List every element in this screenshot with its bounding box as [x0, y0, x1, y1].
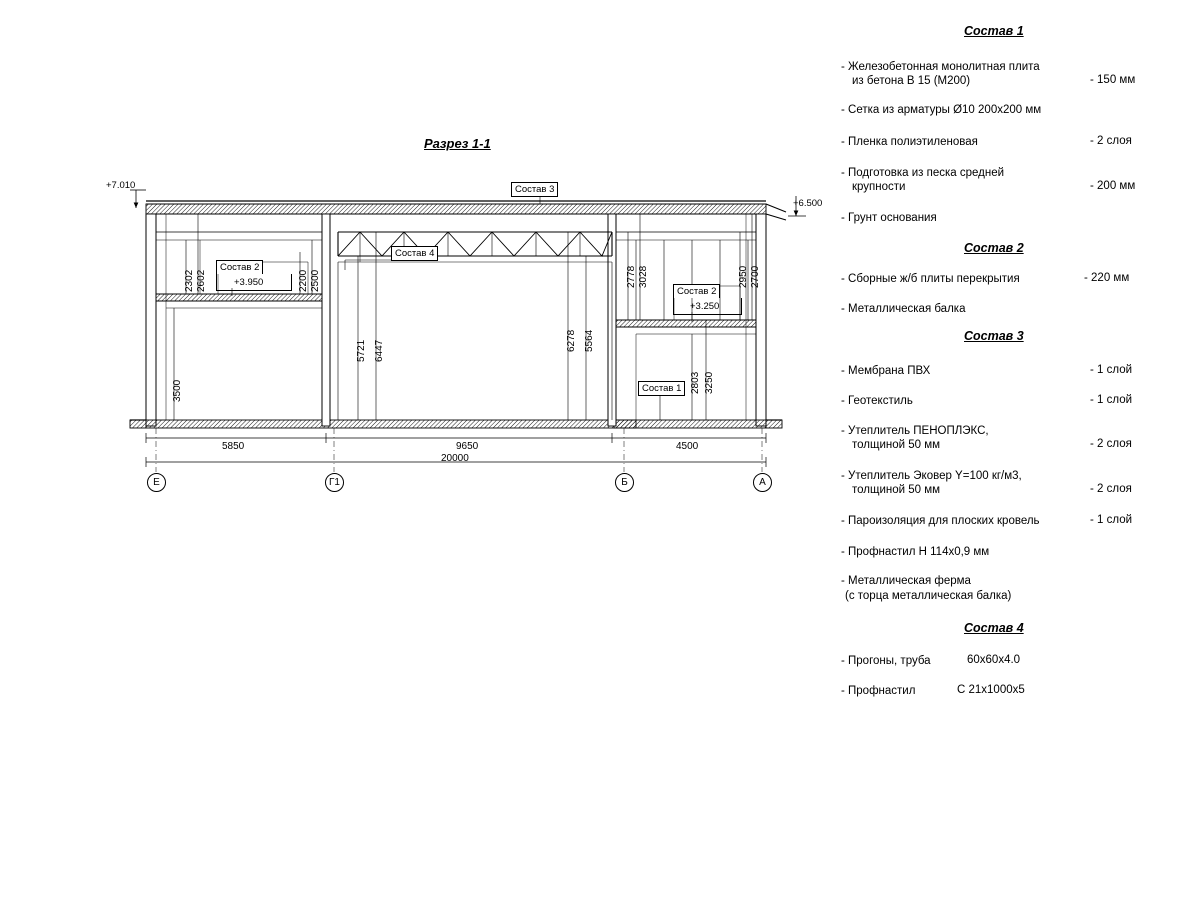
dim-2803: 2803: [690, 371, 701, 394]
spec-item-text: - Сетка из арматуры Ø10 200х200 мм: [841, 104, 1042, 116]
spec-item-text2: из бетона В 15 (М200): [852, 75, 971, 87]
spec-item-text: - Прогоны, труба: [841, 655, 931, 667]
spec-item-text: - Утеплитель Эковер Y=100 кг/м3,: [841, 470, 1022, 482]
axis-marker-a: А: [753, 473, 772, 492]
spec-item-value: 60х60х4.0: [967, 654, 1021, 666]
spec-item-text2: толщиной 50 мм: [852, 484, 941, 496]
spec-item-value: - 1 слой: [1090, 364, 1133, 376]
spec-item-text: - Пароизоляция для плоских кровель: [841, 515, 1040, 527]
level-sostav2-left: +3.950: [234, 277, 264, 288]
spec-item-value: - 200 мм: [1090, 180, 1136, 192]
spec-item-text: - Мембрана ПВХ: [841, 365, 931, 377]
dim-5721: 5721: [356, 339, 367, 362]
dim-3500: 3500: [172, 379, 183, 402]
spec-title-sostav1: Состав 1: [964, 24, 1024, 38]
dim-3250: 3250: [704, 371, 715, 394]
dim-6447: 6447: [374, 339, 385, 362]
spec-title-sostav2: Состав 2: [964, 241, 1024, 255]
dim-3028: 3028: [638, 265, 649, 288]
dim-2200: 2200: [298, 269, 309, 292]
dim-2602: 2602: [196, 269, 207, 292]
section-title: Разрез 1-1: [424, 136, 491, 151]
callout-sostav2-left: Состав 2: [216, 260, 263, 274]
spec-item-text: - Утеплитель ПЕНОПЛЭКС,: [841, 425, 989, 437]
dim-2778: 2778: [626, 265, 637, 288]
spec-item-text: - Металлическая балка: [841, 303, 966, 315]
spec-item-text: - Сборные ж/б плиты перекрытия: [841, 273, 1020, 285]
spec-item-text: - Геотекстиль: [841, 395, 913, 407]
spec-title-sostav3: Состав 3: [964, 329, 1024, 343]
dim-2950: 2950: [738, 265, 749, 288]
dim-6278: 6278: [566, 329, 577, 352]
dim-5564: 5564: [584, 329, 595, 352]
callout-sostav2-left-box: [216, 274, 292, 291]
dim-9650: 9650: [456, 441, 479, 452]
dim-total-20000: 20000: [441, 453, 469, 464]
spec-item-value: - 2 слоя: [1090, 483, 1132, 495]
dim-2500: 2500: [310, 269, 321, 292]
axis-marker-e: Е: [147, 473, 166, 492]
level-left-top: +7.010: [106, 180, 136, 191]
spec-item-text: - Подготовка из песка средней: [841, 167, 1005, 179]
spec-item-value: - 1 слой: [1090, 394, 1133, 406]
spec-item-value: - 220 мм: [1084, 272, 1130, 284]
spec-item-text2: (с торца металлическая балка): [845, 590, 1012, 602]
callout-sostav3: Состав 3: [511, 182, 558, 197]
level-right-top: +6.500: [793, 198, 823, 209]
spec-item-text: - Пленка полиэтиленовая: [841, 136, 978, 148]
level-sostav2-right: +3.250: [690, 301, 720, 312]
spec-item-text: - Профнастил Н 114х0,9 мм: [841, 546, 990, 558]
spec-item-value: - 2 слоя: [1090, 438, 1132, 450]
dim-4500: 4500: [676, 441, 699, 452]
spec-item-text: - Железобетонная монолитная плита: [841, 61, 1040, 73]
dim-2700: 2700: [750, 265, 761, 288]
callout-sostav4: Состав 4: [391, 246, 438, 261]
callout-sostav2-right-box: [673, 298, 742, 315]
dim-2302: 2302: [184, 269, 195, 292]
callout-sostav2-right: Состав 2: [673, 284, 720, 298]
spec-item-value: - 1 слой: [1090, 514, 1133, 526]
spec-item-value: С 21х1000х5: [957, 684, 1025, 696]
axis-marker-b: Б: [615, 473, 634, 492]
spec-title-sostav4: Состав 4: [964, 621, 1024, 635]
spec-item-text2: толщиной 50 мм: [852, 439, 941, 451]
spec-item-text: - Металлическая ферма: [841, 575, 971, 587]
spec-item-text2: крупности: [852, 181, 906, 193]
axis-marker-g1: Г1: [325, 473, 344, 492]
callout-sostav1: Состав 1: [638, 381, 685, 396]
dim-5850: 5850: [222, 441, 245, 452]
spec-item-value: - 2 слоя: [1090, 135, 1132, 147]
spec-item-text: - Грунт основания: [841, 212, 937, 224]
spec-item-value: - 150 мм: [1090, 74, 1136, 86]
spec-item-text: - Профнастил: [841, 685, 916, 697]
